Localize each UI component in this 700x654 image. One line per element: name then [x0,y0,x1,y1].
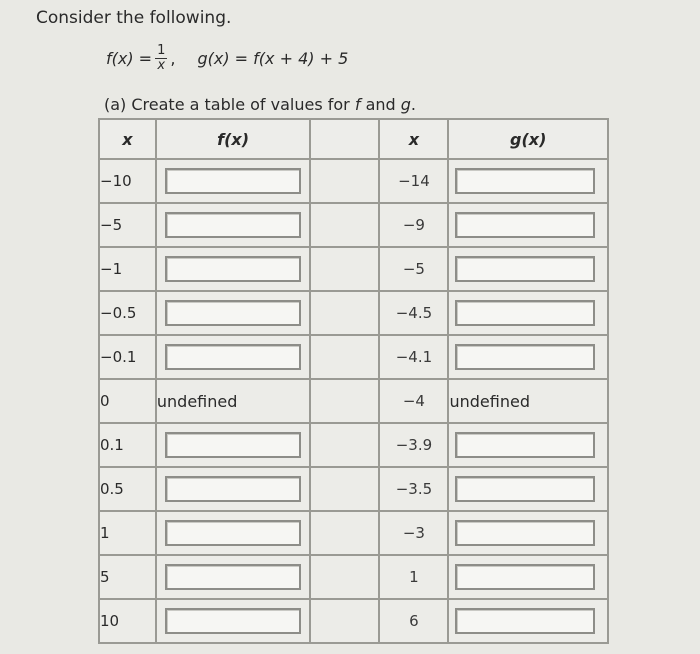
f-answer-input[interactable] [165,168,301,194]
table-row [99,467,608,511]
f-value-cell [156,291,310,335]
fraction-numerator: 1 [157,43,166,58]
x-value-f: 5 [99,555,156,599]
f-value-cell [156,159,310,203]
f-answer-input[interactable] [165,344,301,370]
g-answer-input[interactable] [455,608,595,634]
x-value-f: 0.1 [99,423,156,467]
x-value-f: −1 [99,247,156,291]
g-value-cell: undefined [448,379,608,423]
g-answer-input[interactable] [455,344,595,370]
table-row [99,379,608,423]
f-value-cell [156,203,310,247]
x-value-g: −3.5 [379,467,448,511]
x-value-g: −9 [379,203,448,247]
f-answer-input[interactable] [165,608,301,634]
g-answer-input[interactable] [455,520,595,546]
f-value-cell [156,511,310,555]
table-row [99,599,608,643]
f-value-cell [156,599,310,643]
g-value-cell [448,203,608,247]
f-value-cell [156,555,310,599]
x-value-f: 0.5 [99,467,156,511]
spacer-cell [310,423,379,467]
table-row [99,555,608,599]
f-answer-input[interactable] [165,520,301,546]
fraction-one-over-x [155,44,167,73]
f-answer-input[interactable] [165,256,301,282]
f-value-cell: undefined [156,379,310,423]
spacer-cell [310,511,379,555]
x-value-f: 0 [99,379,156,423]
header-x-g: x [408,129,420,149]
x-value-g: −4.5 [379,291,448,335]
g-answer-input[interactable] [455,432,595,458]
spacer-cell [310,159,379,203]
f-answer-input[interactable] [165,212,301,238]
table-row [99,335,608,379]
g-answer-input[interactable] [455,564,595,590]
formula-comma: , [170,49,176,68]
spacer-cell [310,291,379,335]
x-value-g: −5 [379,247,448,291]
function-definitions [106,44,348,73]
g-value-cell [448,423,608,467]
part-a-prefix: (a) Create a table of values for [104,95,355,114]
f-value-cell [156,335,310,379]
f-answer-input[interactable] [165,564,301,590]
x-value-f: 10 [99,599,156,643]
table-row [99,423,608,467]
spacer-cell [310,467,379,511]
spacer-cell [310,379,379,423]
table-row [99,291,608,335]
g-value-cell [448,335,608,379]
f-value-cell [156,247,310,291]
f-answer-input[interactable] [165,476,301,502]
x-value-g: −4 [379,379,448,423]
g-value-cell [448,555,608,599]
x-value-g: −4.1 [379,335,448,379]
g-value-cell [448,159,608,203]
x-value-f: −0.1 [99,335,156,379]
x-value-g: 1 [379,555,448,599]
fraction-denominator: x [157,58,166,73]
g-answer-input[interactable] [455,212,595,238]
x-value-g: −3 [379,511,448,555]
header-g-of-x: g(x) [510,129,547,149]
x-value-g: −3.9 [379,423,448,467]
f-answer-input[interactable] [165,300,301,326]
table-row [99,511,608,555]
part-a-g: g [400,95,411,114]
g-value-cell [448,291,608,335]
g-value-cell [448,599,608,643]
x-value-g: −14 [379,159,448,203]
spacer-cell [310,335,379,379]
g-value-cell [448,247,608,291]
spacer-cell [310,555,379,599]
part-a-f: f [354,95,361,114]
part-a-suffix: . [410,95,417,114]
x-value-f: −5 [99,203,156,247]
g-answer-input[interactable] [455,300,595,326]
part-a-instruction [104,95,416,114]
problem-prompt: Consider the following. [36,8,232,28]
f-value-cell [156,467,310,511]
f-value-cell [156,423,310,467]
x-value-g: 6 [379,599,448,643]
spacer-header [310,119,379,159]
g-answer-input[interactable] [455,168,595,194]
header-x-f: x [122,129,133,149]
g-value-cell [448,511,608,555]
header-f-of-x: f(x) [217,129,250,149]
x-value-f: −10 [99,159,156,203]
table-row [99,247,608,291]
part-a-and: and [360,95,401,114]
f-answer-input[interactable] [165,432,301,458]
g-definition: g(x) = f(x + 4) + 5 [197,49,349,68]
table-header-row [99,119,608,159]
spacer-cell [310,247,379,291]
spacer-cell [310,203,379,247]
values-table [98,118,609,644]
x-value-f: 1 [99,511,156,555]
g-answer-input[interactable] [455,256,595,282]
f-definition-lhs: f(x) = [106,49,153,68]
g-answer-input[interactable] [455,476,595,502]
table-row [99,159,608,203]
table-row [99,203,608,247]
g-value-cell [448,467,608,511]
x-value-f: −0.5 [99,291,156,335]
spacer-cell [310,599,379,643]
